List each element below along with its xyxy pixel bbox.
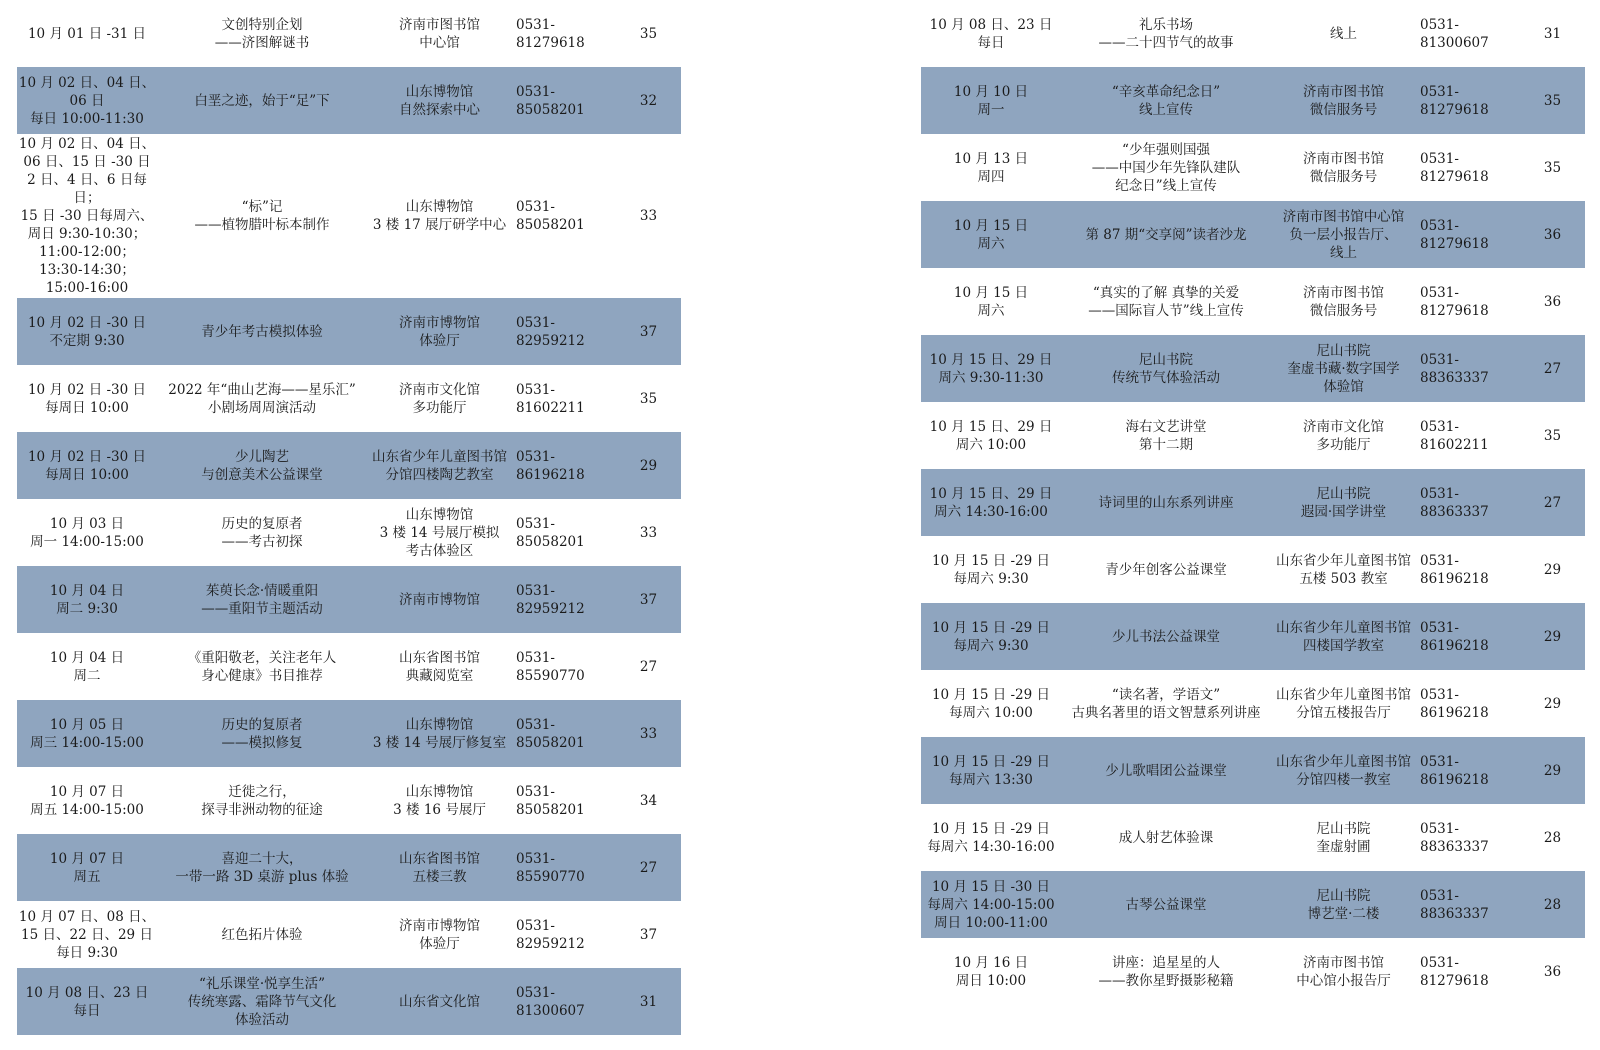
event-date: 10 月 01 日 -31 日 — [27, 25, 147, 42]
table-row — [921, 335, 1585, 402]
event-page: 35 — [639, 390, 658, 407]
table-row — [921, 201, 1585, 268]
event-phone: 0531-81602211 — [1420, 418, 1489, 453]
event-phone: 0531-85058201 — [516, 716, 585, 751]
event-title: 历史的复原者 ——模拟修复 — [221, 716, 303, 751]
table-row — [921, 871, 1585, 938]
table-row — [17, 767, 681, 834]
event-title: 少儿歌唱团公益课堂 — [1105, 762, 1227, 779]
event-venue: 山东省图书馆 五楼三教 — [399, 850, 480, 885]
event-phone: 0531-88363337 — [1420, 485, 1489, 520]
event-date: 10 月 02 日 -30 日 每周日 10:00 — [27, 381, 147, 416]
table-row — [921, 804, 1585, 871]
table-row — [17, 566, 681, 633]
event-title: 海右文艺讲堂 第十二期 — [1125, 418, 1207, 453]
event-phone: 0531-81279618 — [1420, 217, 1489, 252]
event-venue: 线上 — [1330, 25, 1357, 42]
event-date: 10 月 03 日 周一 14:00-15:00 — [30, 515, 144, 550]
event-venue: 山东省少年儿童图书馆 分馆四楼一教室 — [1276, 753, 1411, 788]
table-row — [921, 134, 1585, 201]
event-page: 28 — [1543, 829, 1562, 846]
event-venue: 山东省图书馆 典藏阅览室 — [399, 649, 480, 684]
event-title: 古琴公益课堂 — [1125, 896, 1207, 913]
event-date: 10 月 08 日、23 日 每日 — [929, 16, 1053, 51]
event-page: 29 — [1543, 561, 1562, 578]
event-page: 37 — [639, 591, 658, 608]
table-row — [921, 67, 1585, 134]
event-date: 10 月 15 日 -29 日 每周六 13:30 — [931, 753, 1051, 788]
event-date: 10 月 16 日 周日 10:00 — [953, 954, 1029, 989]
event-title: 2022 年“曲山艺海——星乐汇” 小剧场周周演活动 — [168, 381, 356, 416]
event-venue: 山东省少年儿童图书馆 分馆五楼报告厅 — [1276, 686, 1411, 721]
event-page: 35 — [1543, 427, 1562, 444]
event-phone: 0531-81279618 — [1420, 150, 1489, 185]
table-row — [17, 499, 681, 566]
table-row — [17, 901, 681, 968]
event-page: 27 — [1543, 494, 1562, 511]
event-title: 礼乐书场 ——二十四节气的故事 — [1098, 16, 1234, 51]
table-row — [17, 298, 681, 365]
event-venue: 济南市图书馆 微信服务号 — [1303, 150, 1384, 185]
event-page: 27 — [639, 658, 658, 675]
event-page: 36 — [1543, 963, 1562, 980]
table-row — [921, 603, 1585, 670]
event-date: 10 月 15 日 -29 日 每周六 9:30 — [931, 619, 1051, 654]
table-row — [17, 834, 681, 901]
event-page: 35 — [639, 25, 658, 42]
event-title: 文创特别企划 ——济图解谜书 — [214, 16, 310, 51]
event-title: 红色拓片体验 — [221, 926, 303, 943]
event-phone: 0531-86196218 — [1420, 686, 1489, 721]
event-venue: 尼山书院 博艺堂·二楼 — [1307, 887, 1380, 922]
event-page: 29 — [639, 457, 658, 474]
event-date: 10 月 15 日 -29 日 每周六 14:30-16:00 — [927, 820, 1055, 855]
event-phone: 0531-81300607 — [1420, 16, 1489, 51]
event-page: 35 — [1543, 159, 1562, 176]
event-page: 34 — [639, 792, 658, 809]
table-row — [17, 365, 681, 432]
event-date: 10 月 02 日 -30 日 每周日 10:00 — [27, 448, 147, 483]
event-phone: 0531-85058201 — [516, 515, 585, 550]
event-phone: 0531-85058201 — [516, 199, 585, 233]
event-date: 10 月 15 日 -29 日 每周六 10:00 — [931, 686, 1051, 721]
table-row — [17, 432, 681, 499]
event-venue: 济南市博物馆 体验厅 — [399, 314, 480, 349]
event-venue: 济南市博物馆 — [399, 591, 480, 608]
event-venue: 山东省少年儿童图书馆 分馆四楼陶艺教室 — [372, 448, 507, 483]
event-title: 少儿陶艺 与创意美术公益课堂 — [201, 448, 323, 483]
table-row — [17, 700, 681, 767]
event-title: “标”记 ——植物腊叶标本制作 — [194, 199, 330, 233]
event-venue: 山东博物馆 3 楼 16 号展厅 — [393, 783, 486, 818]
event-page: 29 — [1543, 695, 1562, 712]
event-date: 10 月 07 日 周五 — [49, 850, 125, 885]
event-date: 10 月 13 日 周四 — [953, 150, 1029, 185]
table-row — [17, 633, 681, 700]
event-phone: 0531-82959212 — [516, 582, 585, 617]
table-row — [17, 0, 681, 67]
left-schedule-table — [17, 0, 681, 1035]
event-page: 33 — [639, 524, 658, 541]
event-page: 28 — [1543, 896, 1562, 913]
event-date: 10 月 07 日 周五 14:00-15:00 — [30, 783, 144, 818]
event-date: 10 月 15 日、29 日 周六 9:30-11:30 — [929, 351, 1053, 386]
event-venue: 山东博物馆 3 楼 14 号展厅修复室 — [372, 716, 507, 751]
event-title: “读名著，学语文” 古典名著里的语文智慧系列讲座 — [1071, 686, 1261, 721]
table-row — [921, 938, 1585, 1005]
table-row — [921, 536, 1585, 603]
event-venue: 济南市文化馆 多功能厅 — [399, 381, 480, 416]
event-date: 10 月 02 日、04 日、 06 日、15 日 -30 日 2 日、4 日、6 日每日； 15 日 -30 日每周六、 周日 9:30-10:30； 11:00-12:00； 13:30-14:30； 15:00-16:00 — [18, 136, 156, 296]
event-date: 10 月 02 日、04 日、 06 日 每日 10:00-11:30 — [18, 74, 156, 127]
event-venue: 尼山书院 奎虚书藏·数字国学 体验馆 — [1287, 342, 1400, 395]
event-phone: 0531-86196218 — [1420, 552, 1489, 587]
event-page: 36 — [1543, 293, 1562, 310]
event-phone: 0531-85058201 — [516, 83, 585, 118]
event-date: 10 月 08 日、23 日 每日 — [25, 984, 149, 1019]
event-venue: 济南市图书馆 中心馆 — [399, 16, 480, 51]
event-date: 10 月 15 日 周六 — [953, 217, 1029, 252]
table-row — [17, 67, 681, 134]
event-title: 少儿书法公益课堂 — [1112, 628, 1220, 645]
event-venue: 济南市文化馆 多功能厅 — [1303, 418, 1384, 453]
table-row — [17, 134, 681, 298]
table-row — [921, 737, 1585, 804]
event-venue: 济南市博物馆 体验厅 — [399, 917, 480, 952]
table-row — [921, 469, 1585, 536]
event-phone: 0531-81602211 — [516, 381, 585, 416]
event-venue: 山东省文化馆 — [399, 993, 480, 1010]
event-date: 10 月 15 日 -30 日 每周六 14:00-15:00 周日 10:00-11:00 — [927, 878, 1055, 931]
event-venue: 山东博物馆 3 楼 14 号展厅模拟 考古体验区 — [379, 506, 500, 559]
table-row — [921, 0, 1585, 67]
event-phone: 0531-81279618 — [516, 16, 585, 51]
event-phone: 0531-86196218 — [1420, 619, 1489, 654]
event-date: 10 月 15 日、29 日 周六 14:30-16:00 — [929, 485, 1053, 520]
event-page: 29 — [1543, 628, 1562, 645]
event-title: 历史的复原者 ——考古初探 — [221, 515, 303, 550]
event-date: 10 月 07 日、08 日、 15 日、22 日、29 日 每日 9:30 — [18, 908, 156, 961]
event-page: 33 — [639, 725, 658, 742]
table-row — [921, 268, 1585, 335]
event-venue: 山东博物馆 自然探索中心 — [399, 83, 480, 118]
event-title: 白垩之迹，始于“足”下 — [194, 92, 330, 109]
event-page: 31 — [1543, 25, 1562, 42]
table-row — [921, 402, 1585, 469]
event-page: 37 — [639, 926, 658, 943]
event-venue: 尼山书院 遐园·国学讲堂 — [1300, 485, 1387, 520]
event-phone: 0531-88363337 — [1420, 820, 1489, 855]
right-schedule-table — [921, 0, 1585, 1005]
event-phone: 0531-85590770 — [516, 649, 585, 684]
event-venue: 济南市图书馆 微信服务号 — [1303, 83, 1384, 118]
event-date: 10 月 10 日 周一 — [953, 83, 1029, 118]
event-phone: 0531-82959212 — [516, 917, 585, 952]
event-date: 10 月 05 日 周三 14:00-15:00 — [30, 716, 144, 751]
event-title: 成人射艺体验课 — [1118, 829, 1214, 846]
event-venue: 济南市图书馆 中心馆小报告厅 — [1296, 954, 1391, 989]
event-title: “少年强则国强 ——中国少年先锋队建队 纪念日”线上宣传 — [1091, 141, 1241, 194]
event-title: 尼山书院 传统节气体验活动 — [1112, 351, 1220, 386]
event-venue: 山东省少年儿童图书馆 四楼国学教室 — [1276, 619, 1411, 654]
event-title: 讲座：追星星的人 ——教你星野摄影秘籍 — [1098, 954, 1234, 989]
event-venue: 尼山书院 奎虚射圃 — [1316, 820, 1371, 855]
event-phone: 0531-86196218 — [1420, 753, 1489, 788]
event-page: 27 — [1543, 360, 1562, 377]
event-title: 诗词里的山东系列讲座 — [1098, 494, 1234, 511]
table-row — [921, 670, 1585, 737]
event-venue: 济南市图书馆中心馆 负一层小报告厅、 线上 — [1282, 208, 1405, 261]
event-date: 10 月 04 日 周二 9:30 — [49, 582, 125, 617]
event-page: 37 — [639, 323, 658, 340]
event-title: 《重阳敬老，关注老年人 身心健康》书目推荐 — [187, 649, 337, 684]
event-page: 31 — [639, 993, 658, 1010]
event-phone: 0531-88363337 — [1420, 351, 1489, 386]
event-phone: 0531-81279618 — [1420, 954, 1489, 989]
event-title: 喜迎二十大， 一带一路 3D 桌游 plus 体验 — [175, 850, 349, 885]
event-page: 27 — [639, 859, 658, 876]
event-venue: 济南市图书馆 微信服务号 — [1303, 284, 1384, 319]
event-venue: 山东省少年儿童图书馆 五楼 503 教室 — [1276, 552, 1411, 587]
event-page: 35 — [1543, 92, 1562, 109]
event-page: 36 — [1543, 226, 1562, 243]
event-title: “礼乐课堂·悦享生活” 传统寒露、霜降节气文化 体验活动 — [187, 975, 337, 1028]
event-phone: 0531-88363337 — [1420, 887, 1489, 922]
event-phone: 0531-85058201 — [516, 783, 585, 818]
event-date: 10 月 15 日 周六 — [953, 284, 1029, 319]
event-title: 青少年创客公益课堂 — [1105, 561, 1227, 578]
event-page: 29 — [1543, 762, 1562, 779]
event-phone: 0531-81279618 — [1420, 83, 1489, 118]
event-title: “辛亥革命纪念日” 线上宣传 — [1111, 83, 1221, 118]
event-date: 10 月 15 日 -29 日 每周六 9:30 — [931, 552, 1051, 587]
event-page: 32 — [639, 92, 658, 109]
event-title: “真实的了解 真挚的关爱 ——国际盲人节”线上宣传 — [1088, 284, 1244, 319]
event-page: 33 — [639, 208, 658, 224]
event-venue: 山东博物馆 3 楼 17 展厅研学中心 — [372, 199, 507, 233]
event-phone: 0531-86196218 — [516, 448, 585, 483]
event-title: 茱萸长念·情暖重阳 ——重阳节主题活动 — [201, 582, 323, 617]
event-title: 青少年考古模拟体验 — [201, 323, 323, 340]
event-date: 10 月 02 日 -30 日 不定期 9:30 — [27, 314, 147, 349]
event-phone: 0531-81300607 — [516, 984, 585, 1019]
event-phone: 0531-82959212 — [516, 314, 585, 349]
event-title: 第 87 期“交享阅”读者沙龙 — [1085, 226, 1247, 243]
event-phone: 0531-85590770 — [516, 850, 585, 885]
event-phone: 0531-81279618 — [1420, 284, 1489, 319]
event-date: 10 月 15 日、29 日 周六 10:00 — [929, 418, 1053, 453]
event-title: 迁徙之行， 探寻非洲动物的征途 — [201, 783, 323, 818]
table-row — [17, 968, 681, 1035]
event-date: 10 月 04 日 周二 — [49, 649, 125, 684]
